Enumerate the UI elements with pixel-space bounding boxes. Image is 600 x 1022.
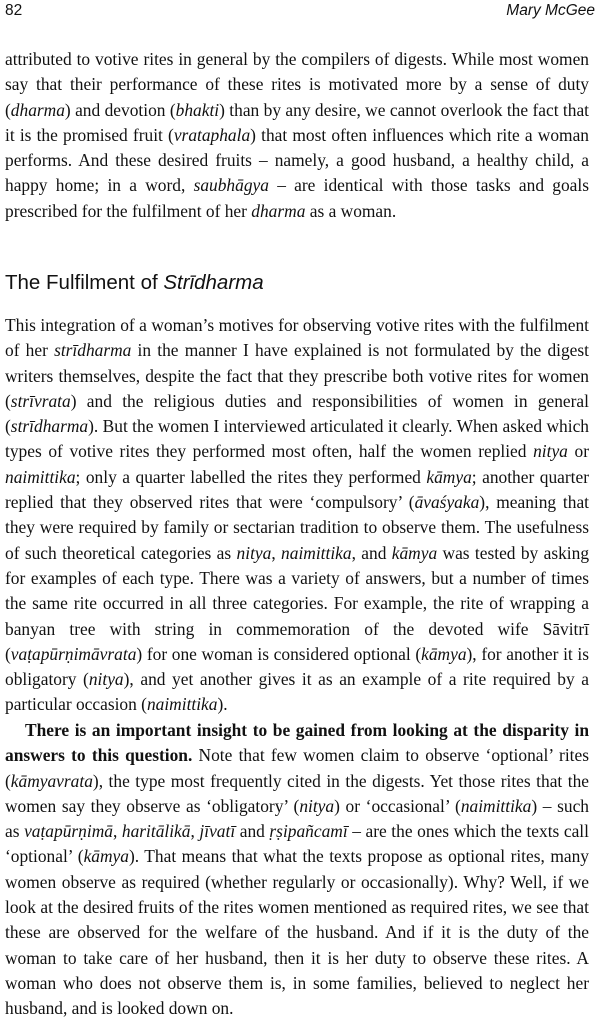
text-run: ) or ‘occasional’ ( xyxy=(334,795,461,816)
text-run: ; only a quarter labelled the rites they performed xyxy=(75,466,427,487)
italic-term: vaṭapūrṇimāvrata xyxy=(10,643,137,664)
italic-term: naimittika xyxy=(5,466,76,487)
text-run: ), for another it is obligatory ( xyxy=(5,643,589,690)
text-run: , xyxy=(112,821,122,842)
section-heading-prefix: The Fulfilment of xyxy=(5,271,164,294)
text-run: attributed to votive rites in general by the compilers of digests. While most women say that their performance of these rites is motivated more by a sense of duty ( xyxy=(5,49,589,120)
text-run: – are identical with those tasks and goals prescribed for the fulfilment of her xyxy=(5,175,589,221)
text-run: as a woman. xyxy=(305,200,397,221)
italic-term: strīdharma xyxy=(54,340,132,361)
text-run: – are the ones which the texts call ‘optional’ ( xyxy=(5,821,589,867)
italic-term: strīvrata xyxy=(10,390,71,411)
italic-term: dharma xyxy=(10,99,65,120)
bold-phrase: There is an important insight to be gained from looking at the disparity in answers to this question. xyxy=(5,720,589,766)
italic-term: strīdharma xyxy=(10,416,89,437)
italic-term: haritālikā xyxy=(121,821,191,842)
paragraph-disparity xyxy=(5,718,589,1022)
section-heading-term: Strīdharma xyxy=(163,271,264,294)
italic-term: nitya xyxy=(88,669,124,690)
italic-term: naimittika xyxy=(146,694,218,715)
italic-term: āvaśyaka xyxy=(414,492,480,513)
text-run: ), meaning that they were required by family or sectarian tradition to observe them. The usefulness of such theoretical categories as xyxy=(5,492,589,563)
italic-term: ṛṣipañcamī xyxy=(269,821,348,842)
italic-term: kāmya xyxy=(83,846,129,867)
text-run: ; another quarter replied that they observed rites that were ‘compulsory’ ( xyxy=(5,466,589,513)
italic-term: vrataphala xyxy=(173,124,251,145)
italic-term: kāmyavrata xyxy=(10,770,93,791)
text-run: ). But the women I interviewed articulated it clearly. When asked which types of votive rites they performed most often, half the women replied xyxy=(5,416,589,462)
text-run: ). xyxy=(217,694,228,715)
italic-term: saubhāgya xyxy=(193,175,269,196)
text-run: ) and devotion ( xyxy=(64,99,176,120)
text-run: ) – such as xyxy=(5,795,589,842)
text-run: , xyxy=(271,542,282,563)
italic-term: kāmya xyxy=(421,643,467,664)
italic-term: naimittika xyxy=(281,542,352,563)
italic-term: nitya xyxy=(299,795,335,816)
italic-term: bhakti xyxy=(175,99,220,120)
italic-term: nitya xyxy=(533,441,568,462)
italic-term: vaṭapūrṇimā xyxy=(24,821,113,842)
text-run: ), the type most frequently cited in the digests. Yet those rites that the women say they observe as ‘obligatory’ ( xyxy=(5,770,589,816)
text-run: and xyxy=(235,821,270,842)
text-run: ) that most often influences which rite a woman performs. And these desired fruits – namely, a good husband, a healthy child, a happy home; in a word, xyxy=(5,124,589,196)
text-run: ) than by any desire, we cannot overlook the fact that it is the promised fruit ( xyxy=(5,99,589,145)
text-run: , and xyxy=(351,542,392,563)
italic-term: kāmya xyxy=(391,542,438,563)
paragraph-opening xyxy=(5,47,589,224)
text-run: ) and the religious duties and responsibilities of women in general ( xyxy=(5,390,589,437)
text-run: in the manner I have explained is not formulated by the digest writers themselves, despite the fact that they prescribe both votive rites for women ( xyxy=(5,340,589,411)
running-head-author: Mary McGee xyxy=(506,2,595,19)
text-run: ). That means that what the texts propose as optional rites, many women observe as required (whether regularly or occasionally). Why? Well, if we look at the desired fruits of the rites women mentioned as required rites, we see that these are observed for the welfare of the husband. And if it is the duty of the woman to take care of her husband, then it is her duty to observe these rites. A woman who does not observe them is, in some families, believed to neglect her husband, and is looked down on. xyxy=(5,846,589,1019)
italic-term: kāmya xyxy=(426,466,472,487)
page-number: 82 xyxy=(5,2,23,19)
italic-term: naimittika xyxy=(460,795,532,816)
text-run: ), and yet another gives it as an example of a rite required by a particular occasion ( xyxy=(5,669,589,715)
text-run: This integration of a woman’s motives for observing votive rites with the fulfilment of her xyxy=(5,315,589,361)
text-run: , xyxy=(190,821,200,842)
italic-term: jīvatī xyxy=(199,821,236,842)
section-heading xyxy=(5,270,264,296)
italic-term: nitya xyxy=(236,542,272,563)
italic-term: dharma xyxy=(251,200,306,221)
text-run: or xyxy=(567,441,589,462)
text-run: Note that few women claim to observe ‘optional’ rites ( xyxy=(5,745,589,791)
text-run: was tested by asking for examples of each type. There was a variety of answers, but a number of times the same rite occurred in all three categories. For example, the rite of wrapping a banyan tree with string in commemoration of the devoted wife Sāvitrī ( xyxy=(5,542,590,664)
page-header xyxy=(5,2,595,24)
paragraph-integration xyxy=(5,313,589,718)
text-run: ) for one woman is considered optional ( xyxy=(136,643,422,664)
